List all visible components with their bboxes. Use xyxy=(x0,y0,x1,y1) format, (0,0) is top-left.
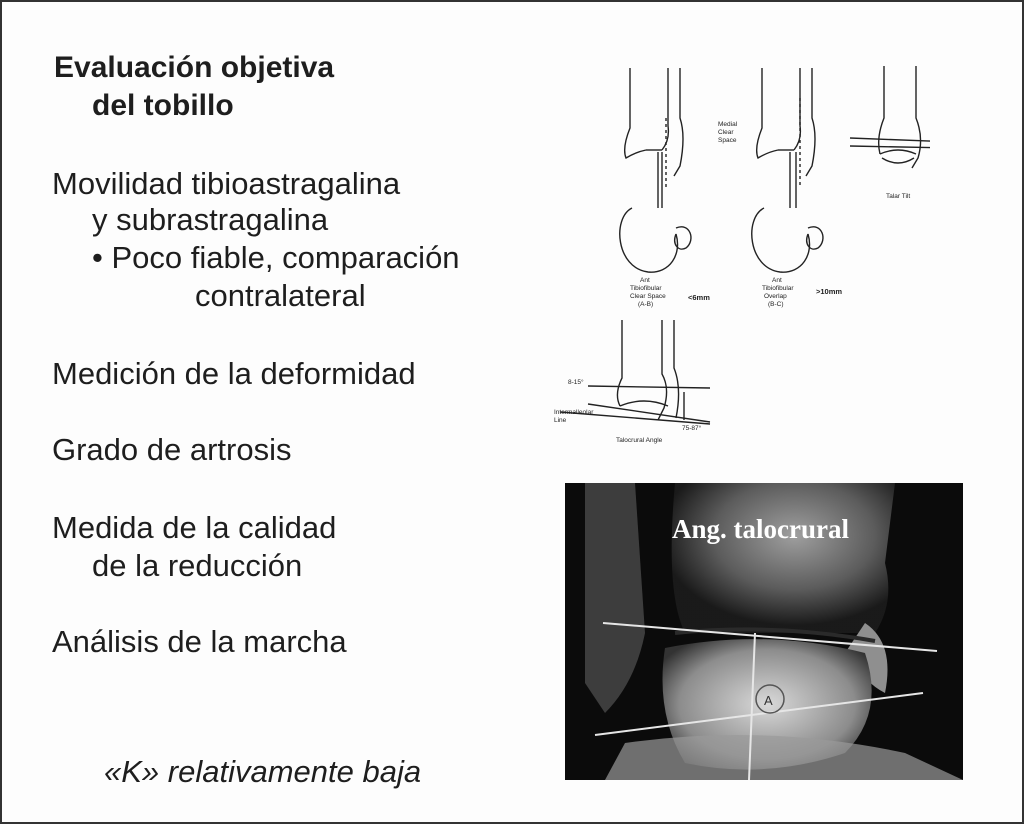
fig2-label-c: Space xyxy=(718,137,737,144)
diagram-clear-space xyxy=(620,68,691,272)
fig4-line-label-a: Intermalleolar xyxy=(554,409,594,416)
diagram-overlap xyxy=(752,68,823,272)
fig2-caption-d: (B-C) xyxy=(768,301,784,308)
item-gait: Análisis de la marcha xyxy=(52,624,347,659)
fig1-caption-d: (A-B) xyxy=(638,301,654,308)
diagram-talar-tilt xyxy=(850,66,930,168)
title-line-2: del tobillo xyxy=(92,89,234,122)
fig4-angle-bottom: 75-87° xyxy=(682,425,702,432)
item-mobility-line-1: Movilidad tibioastragalina xyxy=(52,166,401,201)
xray-label: Ang. talocrural xyxy=(672,514,849,544)
fig1-caption-b: Tibiofibular xyxy=(630,285,662,292)
fig3-caption: Talar Tilt xyxy=(886,193,911,200)
fig2-label-b: Clear xyxy=(718,129,734,136)
fig2-label-a: Medial xyxy=(718,121,738,128)
item-mobility-line-2: y subrastragalina xyxy=(92,202,329,237)
footer-note: «K» relativamente baja xyxy=(104,754,422,789)
fig2-caption-b: Tibiofibular xyxy=(762,285,794,292)
fig2-caption-c: Overlap xyxy=(764,293,787,300)
fig4-angle-top: 8-15° xyxy=(568,379,584,386)
fig4-caption: Talocrural Angle xyxy=(616,437,663,444)
ankle-measurement-diagrams xyxy=(550,58,930,458)
fig1-caption-c: Clear Space xyxy=(630,293,666,300)
item-arthrosis: Grado de artrosis xyxy=(52,432,292,467)
fig1-value: <6mm xyxy=(688,293,710,302)
item-deformity: Medición de la deformidad xyxy=(52,356,416,391)
item-mobility-bullet-cont: contralateral xyxy=(195,278,366,313)
fig2-caption-a: Ant xyxy=(772,277,782,284)
item-mobility-bullet: • Poco fiable, comparación xyxy=(92,240,460,275)
xray-marker: A xyxy=(764,693,773,708)
item-reduction-line-2: de la reducción xyxy=(92,548,303,583)
fig4-line-label-b: Line xyxy=(554,417,567,424)
item-reduction-line-1: Medida de la calidad xyxy=(52,510,337,545)
title-line-1: Evaluación objetiva xyxy=(54,51,335,84)
fig2-value: >10mm xyxy=(816,287,843,296)
fig1-caption-a: Ant xyxy=(640,277,650,284)
